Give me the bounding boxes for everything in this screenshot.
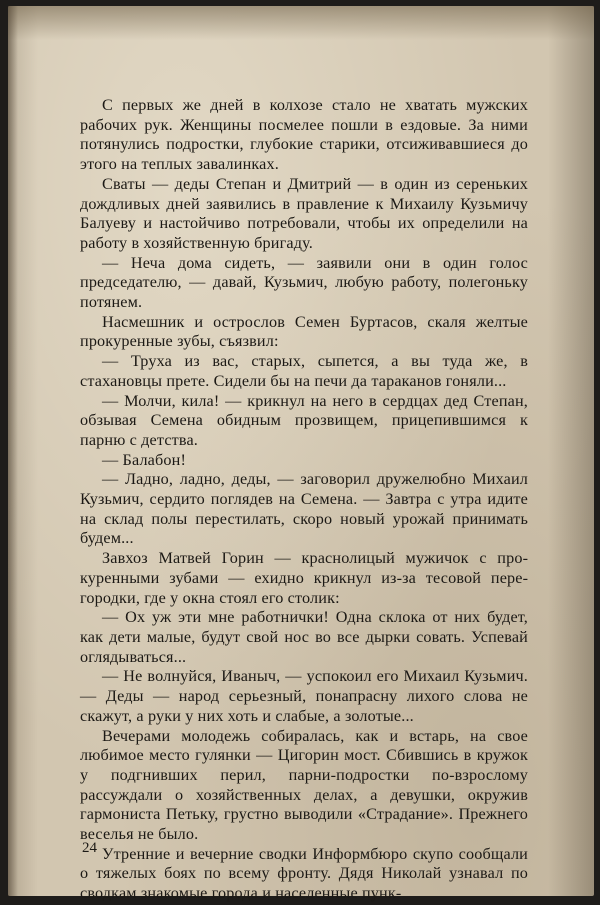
page-text [80, 96, 528, 904]
paragraph-9: Завхоз Матвей Горин — краснолицый мужичок с прокуренными зубами — ехидно крикнул из-за тесовой перегородки, где у окна стоял его столик: [80, 549, 528, 607]
paragraph-7: — Балабон! [102, 450, 187, 469]
paragraph-2: Сваты — деды Степан и Дмитрий — в один из сереньких дождливых дней заявились в правление к Михаилу Кузьмичу Балуеву и настойчиво потребовали, чтобы их определили на работу в хозяйственную бригаду. [80, 174, 528, 252]
paragraph-13: Утренние и вечерние сводки Информбюро скупо сообщали о тяжелых боях по всему фронту. Дядя Николай узнавал по сводкам знакомые города и населенные пунк- [80, 844, 528, 903]
paragraph-10: — Ох уж эти мне работнички! Одна склока от них будет, как дети малые, будут свой нос во все дырки совать. Успевай оглядываться... [80, 608, 528, 666]
page-number: 24 [82, 840, 97, 856]
paragraph-1: С первых же дней в колхозе стало не хватать мужских рабочих рук. Женщины посмелее пошли в ездовые. За ними потянулись подростки, глубокие старики, отсиживавшиеся до этого на теплых завалинках. [80, 96, 528, 174]
paragraph-12: Вечерами молодежь собиралась, как и встарь, на свое любимое место гулянки — Цигорин мост. Сбившись в кружок у подгнивших перил, парни-подростки по-взрослому рассуждали о хозяйственных делах, а девушки, окружив гармониста Петьку, грустно выводили «Страдание». Прежнего веселья не было. [80, 726, 528, 844]
paragraph-6: — Молчи, кила! — крикнул на него в сердцах дед Степан, обзывая Семена обидным прозвищем, прицепившимся к парню с детства. [80, 391, 528, 449]
paragraph-11: — Не волнуйся, Иваныч, — успокоил его Михаил Кузьмич. — Деды — народ серьезный, понапрасну лихого слова не скажут, а руки у них хоть и слабые, а золотые... [80, 667, 528, 725]
page-top-stain [8, 6, 594, 40]
paragraph-3: — Неча дома сидеть, — заявили они в один голос председателю, — давай, Кузьмич, любую работу, полегоньку потянем. [80, 253, 528, 312]
page-spine-shadow [8, 6, 18, 896]
paragraph-8: — Ладно, ладно, деды, — заговорил дружелюбно Михаил Кузьмич, сердито поглядев на Семена. — Завтра с утра идите на склад полы перестилать, скоро новый урожай принимать будем... [80, 470, 528, 548]
paragraph-4: Насмешник и острослов Семен Буртасов, скаля желтые прокуренные зубы, съязвил: [80, 312, 528, 351]
paragraph-5: — Труха из вас, старых, сыпется, а вы туда же, в стахановцы прете. Сидели бы на печи да тараканов гоняли... [80, 352, 528, 390]
